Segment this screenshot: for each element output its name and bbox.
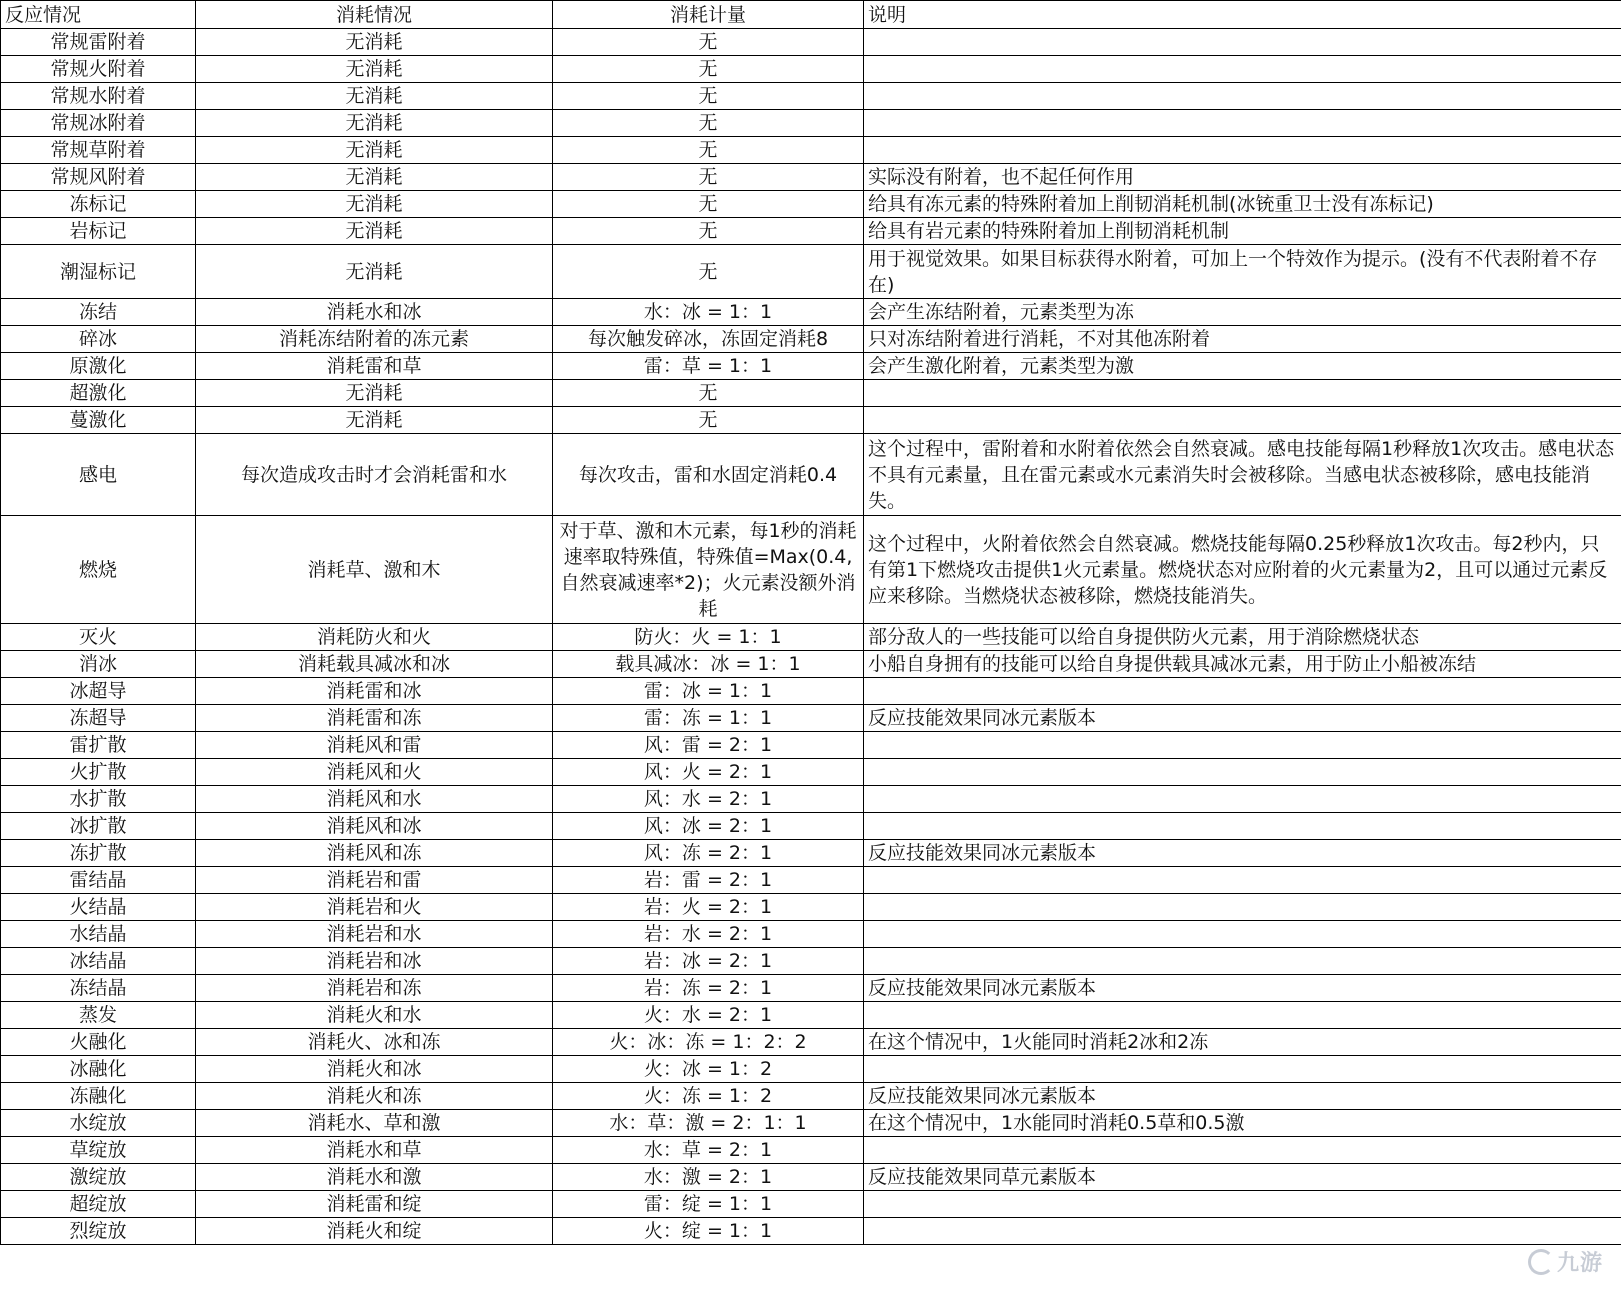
cell-reaction: 火扩散 <box>1 759 196 786</box>
watermark-text: 九游 <box>1556 1251 1603 1276</box>
cell-reaction: 雷结晶 <box>1 867 196 894</box>
table-row <box>1 678 1621 705</box>
table-row <box>1 813 1621 840</box>
cell-consumption: 无消耗 <box>196 245 553 299</box>
cell-consumption: 消耗岩和雷 <box>196 867 553 894</box>
cell-reaction: 冻结 <box>1 299 196 326</box>
table-row <box>1 299 1621 326</box>
cell-measure: 火：水 = 2：1 <box>553 1002 864 1029</box>
cell-note: 用于视觉效果。如果目标获得水附着，可加上一个特效作为提示。(没有不代表附着不存在) <box>864 245 1621 299</box>
table-row <box>1 1218 1621 1245</box>
cell-measure: 风：水 = 2：1 <box>553 786 864 813</box>
cell-note <box>864 1056 1621 1083</box>
cell-reaction: 常规草附着 <box>1 137 196 164</box>
cell-measure: 水：冰 = 1：1 <box>553 299 864 326</box>
cell-note: 反应技能效果同冰元素版本 <box>864 975 1621 1002</box>
table-row <box>1 516 1621 624</box>
cell-note: 只对冻结附着进行消耗，不对其他冻附着 <box>864 326 1621 353</box>
cell-reaction: 冰扩散 <box>1 813 196 840</box>
cell-note <box>864 732 1621 759</box>
header-consumption: 消耗情况 <box>196 1 553 29</box>
cell-consumption: 消耗载具减冰和冰 <box>196 651 553 678</box>
cell-note: 小船自身拥有的技能可以给自身提供载具减冰元素，用于防止小船被冻结 <box>864 651 1621 678</box>
cell-measure: 水：草 = 2：1 <box>553 1137 864 1164</box>
cell-consumption: 消耗岩和火 <box>196 894 553 921</box>
cell-note: 会产生冻结附着，元素类型为冻 <box>864 299 1621 326</box>
cell-reaction: 常规火附着 <box>1 56 196 83</box>
cell-reaction: 灭火 <box>1 624 196 651</box>
table-row <box>1 326 1621 353</box>
cell-reaction: 常规风附着 <box>1 164 196 191</box>
cell-measure: 无 <box>553 218 864 245</box>
cell-measure: 每次攻击，雷和水固定消耗0.4 <box>553 434 864 516</box>
cell-consumption: 无消耗 <box>196 29 553 56</box>
cell-consumption: 每次造成攻击时才会消耗雷和水 <box>196 434 553 516</box>
cell-note <box>864 110 1621 137</box>
cell-consumption: 消耗风和水 <box>196 786 553 813</box>
cell-note <box>864 56 1621 83</box>
cell-consumption: 消耗风和冻 <box>196 840 553 867</box>
table-row <box>1 1164 1621 1191</box>
table-row <box>1 164 1621 191</box>
header-measure: 消耗计量 <box>553 1 864 29</box>
cell-consumption: 消耗火、冰和冻 <box>196 1029 553 1056</box>
cell-measure: 雷：绽 = 1：1 <box>553 1191 864 1218</box>
table-row <box>1 245 1621 299</box>
cell-consumption: 无消耗 <box>196 407 553 434</box>
cell-note <box>864 29 1621 56</box>
cell-note: 部分敌人的一些技能可以给自身提供防火元素，用于消除燃烧状态 <box>864 624 1621 651</box>
table-row <box>1 137 1621 164</box>
cell-note: 这个过程中，雷附着和水附着依然会自然衰减。感电技能每隔1秒释放1次攻击。感电状态不具有元素量，且在雷元素或水元素消失时会被移除。当感电状态被移除，感电技能消失。 <box>864 434 1621 516</box>
cell-reaction: 潮湿标记 <box>1 245 196 299</box>
cell-measure: 无 <box>553 245 864 299</box>
cell-measure: 岩：水 = 2：1 <box>553 921 864 948</box>
cell-note: 在这个情况中，1水能同时消耗0.5草和0.5激 <box>864 1110 1621 1137</box>
cell-note: 在这个情况中，1火能同时消耗2冰和2冻 <box>864 1029 1621 1056</box>
cell-reaction: 冻扩散 <box>1 840 196 867</box>
cell-measure: 岩：火 = 2：1 <box>553 894 864 921</box>
cell-note <box>864 759 1621 786</box>
cell-reaction: 碎冰 <box>1 326 196 353</box>
watermark <box>1528 1246 1603 1277</box>
cell-note <box>864 137 1621 164</box>
cell-measure: 无 <box>553 110 864 137</box>
cell-consumption: 消耗火和冰 <box>196 1056 553 1083</box>
cell-measure: 风：冰 = 2：1 <box>553 813 864 840</box>
cell-note: 这个过程中，火附着依然会自然衰减。燃烧技能每隔0.25秒释放1次攻击。每2秒内，只有第1下燃烧攻击提供1火元素量。燃烧状态对应附着的火元素量为2，且可以通过元素反应来移除。当燃烧状态被移除，燃烧技能消失。 <box>864 516 1621 624</box>
cell-note: 反应技能效果同草元素版本 <box>864 1164 1621 1191</box>
cell-note: 反应技能效果同冰元素版本 <box>864 705 1621 732</box>
cell-note <box>864 867 1621 894</box>
cell-note <box>864 1218 1621 1245</box>
cell-consumption: 消耗水和冰 <box>196 299 553 326</box>
cell-reaction: 超绽放 <box>1 1191 196 1218</box>
cell-consumption: 消耗冻结附着的冻元素 <box>196 326 553 353</box>
cell-measure: 无 <box>553 164 864 191</box>
cell-consumption: 无消耗 <box>196 380 553 407</box>
table-row <box>1 624 1621 651</box>
cell-consumption: 消耗水和草 <box>196 1137 553 1164</box>
cell-consumption: 无消耗 <box>196 218 553 245</box>
cell-reaction: 草绽放 <box>1 1137 196 1164</box>
table-row <box>1 840 1621 867</box>
cell-note: 给具有冻元素的特殊附着加上削韧消耗机制(冰铳重卫士没有冻标记) <box>864 191 1621 218</box>
table-row <box>1 191 1621 218</box>
cell-reaction: 烈绽放 <box>1 1218 196 1245</box>
cell-measure: 无 <box>553 56 864 83</box>
cell-reaction: 感电 <box>1 434 196 516</box>
cell-measure: 无 <box>553 380 864 407</box>
cell-reaction: 冻标记 <box>1 191 196 218</box>
table-row <box>1 56 1621 83</box>
table-row <box>1 110 1621 137</box>
cell-consumption: 消耗水、草和激 <box>196 1110 553 1137</box>
cell-reaction: 常规水附着 <box>1 83 196 110</box>
cell-measure: 每次触发碎冰，冻固定消耗8 <box>553 326 864 353</box>
cell-measure: 岩：雷 = 2：1 <box>553 867 864 894</box>
cell-note <box>864 948 1621 975</box>
cell-reaction: 水扩散 <box>1 786 196 813</box>
cell-consumption: 无消耗 <box>196 56 553 83</box>
cell-reaction: 蔓激化 <box>1 407 196 434</box>
table-row <box>1 867 1621 894</box>
table-row <box>1 732 1621 759</box>
header-note: 说明 <box>864 1 1621 29</box>
table-row <box>1 407 1621 434</box>
cell-measure: 火：冰：冻 = 1：2：2 <box>553 1029 864 1056</box>
cell-consumption: 消耗雷和绽 <box>196 1191 553 1218</box>
cell-note <box>864 380 1621 407</box>
cell-consumption: 消耗雷和草 <box>196 353 553 380</box>
cell-consumption: 消耗岩和水 <box>196 921 553 948</box>
cell-measure: 雷：冰 = 1：1 <box>553 678 864 705</box>
header-reaction: 反应情况 <box>1 1 196 29</box>
cell-reaction: 消冰 <box>1 651 196 678</box>
cell-reaction: 水结晶 <box>1 921 196 948</box>
cell-measure: 雷：冻 = 1：1 <box>553 705 864 732</box>
cell-consumption: 消耗岩和冰 <box>196 948 553 975</box>
cell-note: 反应技能效果同冰元素版本 <box>864 1083 1621 1110</box>
cell-measure: 风：冻 = 2：1 <box>553 840 864 867</box>
table-row <box>1 434 1621 516</box>
cell-measure: 火：绽 = 1：1 <box>553 1218 864 1245</box>
cell-note <box>864 1191 1621 1218</box>
cell-reaction: 岩标记 <box>1 218 196 245</box>
cell-reaction: 燃烧 <box>1 516 196 624</box>
cell-reaction: 冰超导 <box>1 678 196 705</box>
table-row <box>1 1083 1621 1110</box>
cell-note: 反应技能效果同冰元素版本 <box>864 840 1621 867</box>
cell-consumption: 消耗风和火 <box>196 759 553 786</box>
cell-measure: 无 <box>553 137 864 164</box>
cell-measure: 水：激 = 2：1 <box>553 1164 864 1191</box>
cell-note <box>864 813 1621 840</box>
cell-consumption: 消耗风和冰 <box>196 813 553 840</box>
cell-measure: 火：冻 = 1：2 <box>553 1083 864 1110</box>
cell-note <box>864 1002 1621 1029</box>
table-row <box>1 759 1621 786</box>
cell-measure: 雷：草 = 1：1 <box>553 353 864 380</box>
cell-measure: 对于草、激和木元素，每1秒的消耗速率取特殊值，特殊值=Max(0.4, 自然衰减速率*2)；火元素没额外消耗 <box>553 516 864 624</box>
jiuyou-logo-icon <box>1528 1249 1554 1275</box>
cell-reaction: 水绽放 <box>1 1110 196 1137</box>
cell-measure: 风：火 = 2：1 <box>553 759 864 786</box>
cell-consumption: 消耗雷和冰 <box>196 678 553 705</box>
table-row <box>1 705 1621 732</box>
cell-reaction: 冰融化 <box>1 1056 196 1083</box>
cell-measure: 防火：火 = 1：1 <box>553 624 864 651</box>
table-row <box>1 1110 1621 1137</box>
table-row <box>1 786 1621 813</box>
cell-consumption: 消耗火和水 <box>196 1002 553 1029</box>
cell-reaction: 蒸发 <box>1 1002 196 1029</box>
cell-measure: 火：冰 = 1：2 <box>553 1056 864 1083</box>
table-row <box>1 921 1621 948</box>
cell-reaction: 火结晶 <box>1 894 196 921</box>
cell-note <box>864 786 1621 813</box>
cell-note <box>864 678 1621 705</box>
cell-measure: 水：草：激 = 2：1：1 <box>553 1110 864 1137</box>
cell-measure: 无 <box>553 407 864 434</box>
cell-reaction: 原激化 <box>1 353 196 380</box>
cell-consumption: 消耗风和雷 <box>196 732 553 759</box>
cell-note: 会产生激化附着，元素类型为激 <box>864 353 1621 380</box>
cell-reaction: 冻超导 <box>1 705 196 732</box>
cell-note <box>864 894 1621 921</box>
cell-note <box>864 407 1621 434</box>
cell-consumption: 消耗火和绽 <box>196 1218 553 1245</box>
cell-reaction: 常规冰附着 <box>1 110 196 137</box>
table-body <box>1 1 1621 1245</box>
table-row <box>1 894 1621 921</box>
table-row <box>1 218 1621 245</box>
cell-note: 实际没有附着，也不起任何作用 <box>864 164 1621 191</box>
table-row <box>1 1191 1621 1218</box>
cell-consumption: 无消耗 <box>196 83 553 110</box>
cell-reaction: 雷扩散 <box>1 732 196 759</box>
cell-note <box>864 83 1621 110</box>
cell-measure: 无 <box>553 191 864 218</box>
cell-consumption: 无消耗 <box>196 137 553 164</box>
cell-consumption: 消耗岩和冻 <box>196 975 553 1002</box>
cell-consumption: 无消耗 <box>196 110 553 137</box>
table-row <box>1 1002 1621 1029</box>
cell-measure: 无 <box>553 83 864 110</box>
cell-reaction: 冻融化 <box>1 1083 196 1110</box>
table-row <box>1 1029 1621 1056</box>
cell-reaction: 火融化 <box>1 1029 196 1056</box>
cell-consumption: 消耗草、激和木 <box>196 516 553 624</box>
cell-consumption: 消耗雷和冻 <box>196 705 553 732</box>
cell-measure: 岩：冰 = 2：1 <box>553 948 864 975</box>
cell-consumption: 无消耗 <box>196 164 553 191</box>
cell-reaction: 超激化 <box>1 380 196 407</box>
table-row <box>1 1137 1621 1164</box>
cell-note <box>864 921 1621 948</box>
cell-measure: 风：雷 = 2：1 <box>553 732 864 759</box>
table-row <box>1 651 1621 678</box>
cell-note <box>864 1137 1621 1164</box>
table-row <box>1 948 1621 975</box>
cell-reaction: 冰结晶 <box>1 948 196 975</box>
cell-consumption: 无消耗 <box>196 191 553 218</box>
table-row <box>1 29 1621 56</box>
cell-reaction: 激绽放 <box>1 1164 196 1191</box>
header-row <box>1 1 1621 29</box>
table-row <box>1 83 1621 110</box>
cell-reaction: 常规雷附着 <box>1 29 196 56</box>
table-row <box>1 1056 1621 1083</box>
cell-note: 给具有岩元素的特殊附着加上削韧消耗机制 <box>864 218 1621 245</box>
cell-consumption: 消耗火和冻 <box>196 1083 553 1110</box>
cell-measure: 岩：冻 = 2：1 <box>553 975 864 1002</box>
cell-measure: 载具减冰：冰 = 1：1 <box>553 651 864 678</box>
cell-reaction: 冻结晶 <box>1 975 196 1002</box>
cell-consumption: 消耗水和激 <box>196 1164 553 1191</box>
cell-consumption: 消耗防火和火 <box>196 624 553 651</box>
table-row <box>1 353 1621 380</box>
cell-measure: 无 <box>553 29 864 56</box>
table-row <box>1 975 1621 1002</box>
table-row <box>1 380 1621 407</box>
